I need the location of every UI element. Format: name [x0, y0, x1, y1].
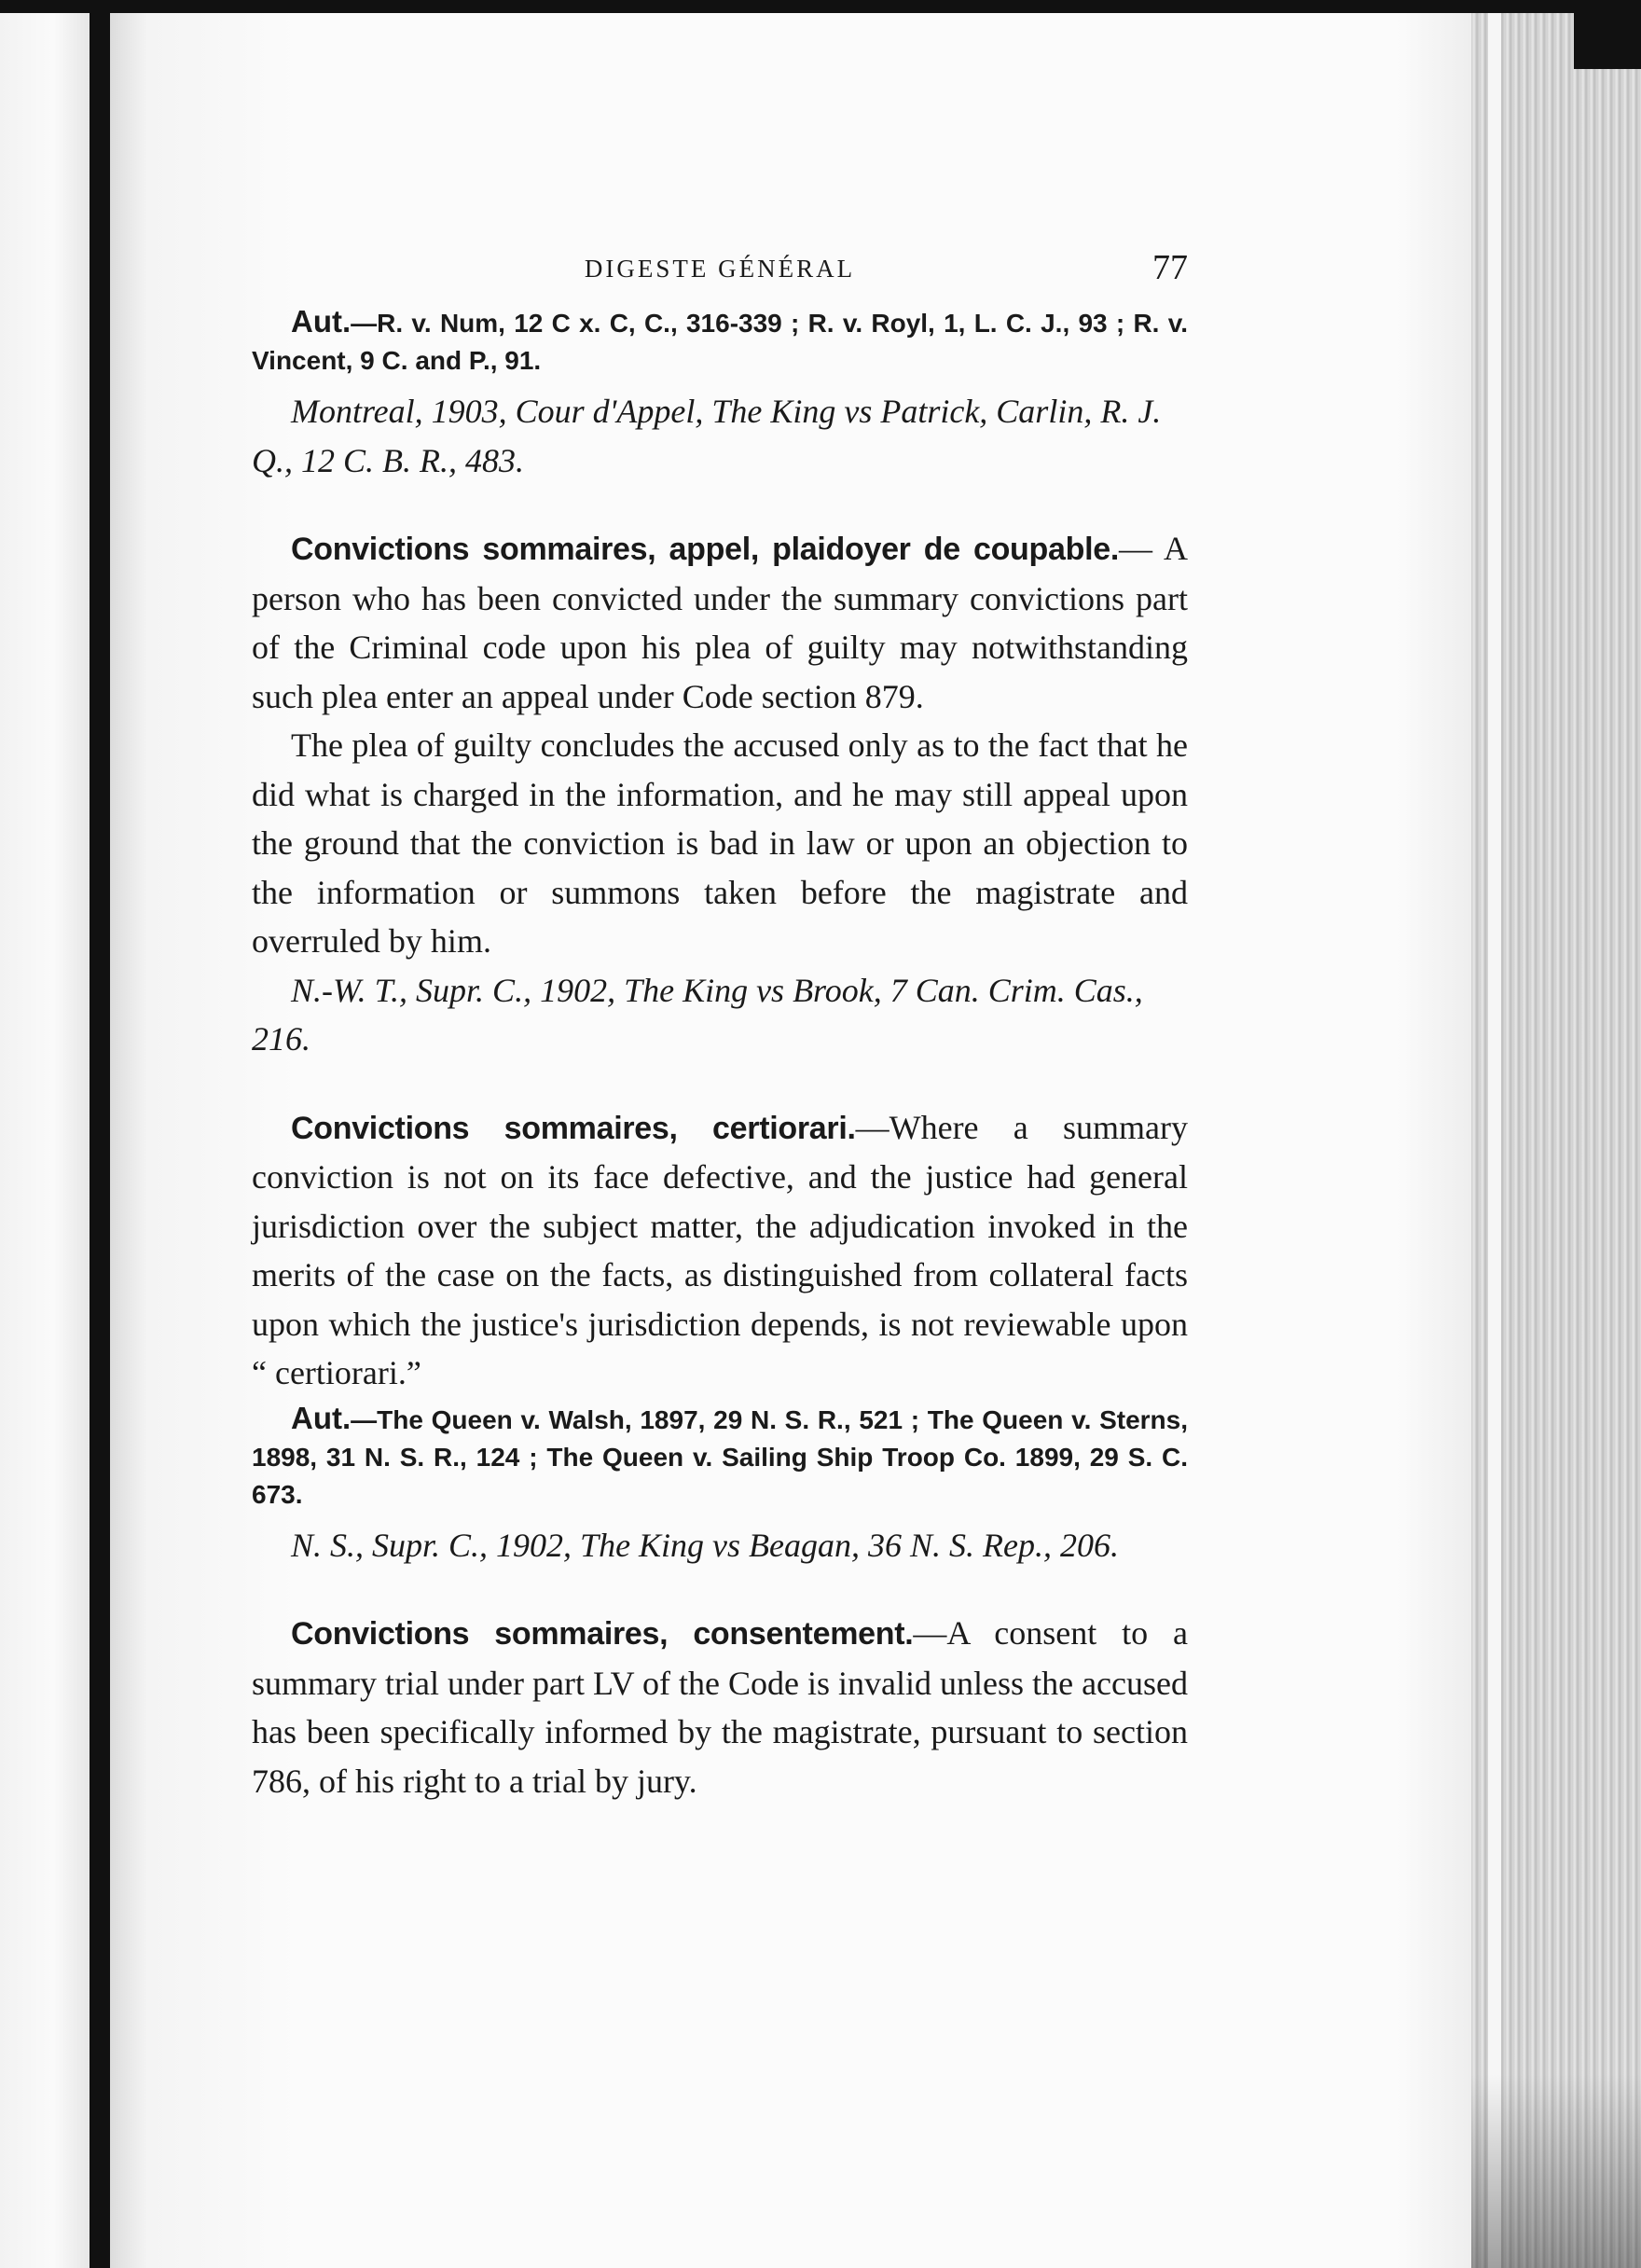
- case-citation: Montreal, 1903, Cour d'Appel, The King vs Patrick, Carlin, R. J. Q., 12 C. B. R., 483.: [252, 393, 1162, 479]
- running-title: DIGESTE GÉNÉRAL: [584, 255, 856, 283]
- book-gutter: [90, 13, 110, 2268]
- entry-paragraph: [252, 1103, 1188, 1398]
- authority-text: —The Queen v. Walsh, 1897, 29 N. S. R., 521 ; The Queen v. Sterns, 1898, 31 N. S. R., 124 ; The Queen v. Sailing Ship Troop Co. 1899, 29 S. C. 673.: [252, 1404, 1188, 1509]
- authority-paragraph: [252, 303, 1188, 380]
- authority-paragraph: [252, 1400, 1188, 1514]
- authority-label: Aut.: [291, 1400, 352, 1435]
- entry-body: — A person who has been convicted under the summary convictions part of the Criminal code upon his plea of guilty may notwithstanding such plea enter an appeal under Code section 879.: [252, 530, 1188, 715]
- page-stack-edge: [1471, 13, 1641, 2268]
- authority-text: —R. v. Num, 12 C x. C, C., 316-339 ; R. v. Royl, 1, L. C. J., 93 ; R. v. Vincent, 9 C. and P., 91.: [252, 309, 1188, 375]
- authority-label: Aut.: [291, 304, 352, 339]
- running-head: [252, 247, 1188, 294]
- entry-heading: Convictions sommaires, consentement.: [291, 1616, 914, 1652]
- case-citation: N. S., Supr. C., 1902, The King vs Beagan, 36 N. S. Rep., 206.: [291, 1526, 1119, 1564]
- entry-paragraph: [252, 1609, 1188, 1805]
- entry-paragraph-continued: The plea of guilty concludes the accused only as to the fact that he did what is charged in the information, and he may still appeal upon the ground that the conviction is bad in law or upon an objection to the information or summons taken before the magistrate and overruled by him.: [252, 726, 1188, 960]
- scan-right-corner: [1574, 13, 1641, 69]
- page-text: [252, 247, 1188, 1805]
- entry-heading: Convictions sommaires, appel, plaidoyer de coupable.: [291, 532, 1119, 567]
- entry-heading: Convictions sommaires, certiorari.: [291, 1110, 856, 1146]
- case-citation: N.-W. T., Supr. C., 1902, The King vs Brook, 7 Can. Crim. Cas., 216.: [252, 971, 1143, 1058]
- entry-body: —A consent to a summary trial under part LV of the Code is invalid unless the accused has been specifically informed by the magistrate, pursuant to section 786, of his right to a trial by jury.: [252, 1614, 1188, 1800]
- entry-body: —Where a summary conviction is not on its face defective, and the justice had general jurisdiction over the subject matter, the adjudication invoked in the merits of the case on the facts, as distinguished from collateral facts upon which the justice's jurisdiction depends, is not reviewable upon “ certiorari.”: [252, 1108, 1188, 1391]
- page-number: 77: [1152, 248, 1188, 287]
- scan-top-edge: [0, 0, 1641, 13]
- entry-paragraph: [252, 524, 1188, 721]
- facing-page-edge: [0, 13, 90, 2268]
